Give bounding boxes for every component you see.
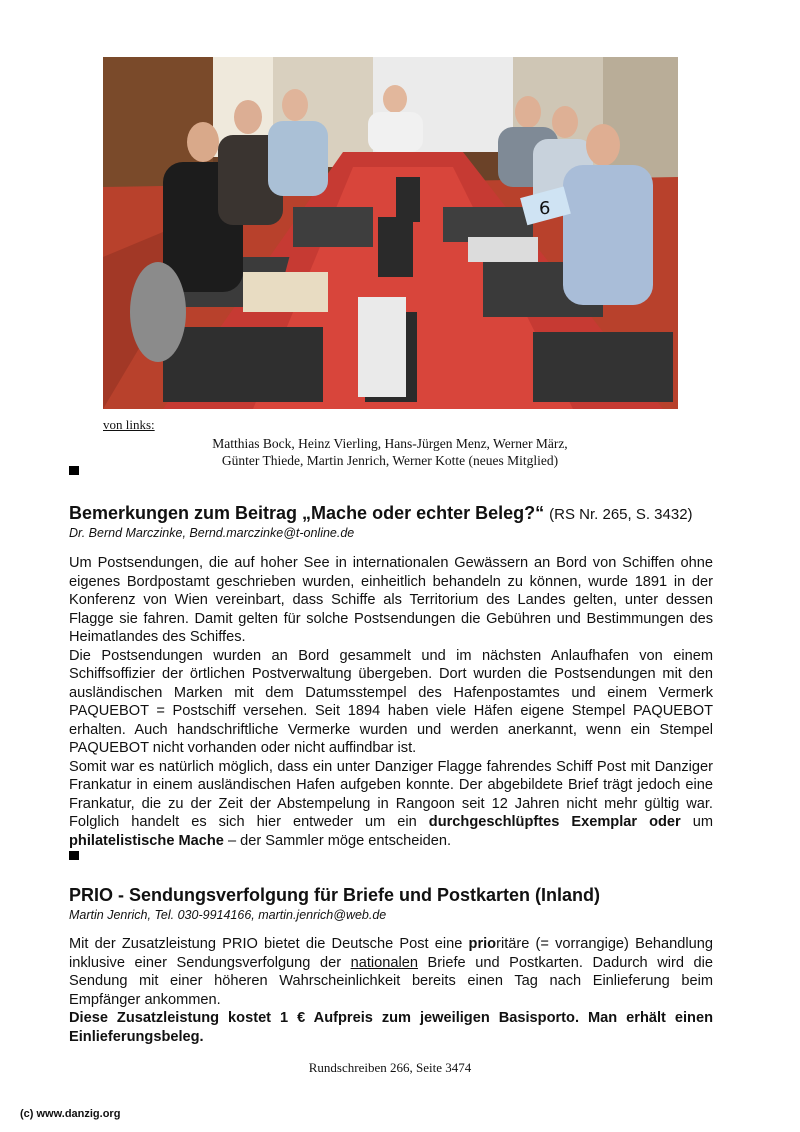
section-marker xyxy=(69,466,79,475)
article1-body xyxy=(69,554,713,850)
article1-paragraph-3-end: – der Sammler möge entscheiden. xyxy=(223,832,452,849)
section-marker xyxy=(69,851,79,860)
site-watermark: (c) www.danzig.org xyxy=(20,1108,121,1120)
article2-paragraph-2: Diese Zusatzleistung kostet 1 € Aufpreis zum jeweiligen Basisporto. Man erhält einen Einlieferungsbeleg. xyxy=(69,1010,713,1045)
article1-paragraph-2: Die Postsendungen wurden an Bord gesammelt und im nächsten Anlaufhafen von einem Schiffsoffizier der örtlichen Postverwaltung übergeben. Dort wurden die Postsendungen mit den ausländischen Marken mit dem Datumsstempel des Hafenpostamtes und einem Vermerk PAQUEBOT = Postschiff versehen. Seit 1894 haben viele Häfen eigene Stempel PAQUEBOT erhalten. Auch handschriftliche Vermerke wurden und werden anerkannt, wenn ein Stempel PAQUEBOT nicht vorhanden oder nicht auffindbar ist. xyxy=(69,647,713,756)
caption-names-line1: Matthias Bock, Heinz Vierling, Hans-Jürgen Menz, Werner März, xyxy=(212,436,568,451)
article1-byline: Dr. Bernd Marczinke, Bernd.marczinke@t-online.de xyxy=(69,526,355,540)
article1-paragraph-3 xyxy=(69,758,713,851)
article1-emphasis-exemplar: durchgeschlüpftes Exemplar oder xyxy=(428,814,681,830)
article2-byline: Martin Jenrich, Tel. 030-9914166, martin.jenrich@web.de xyxy=(69,908,387,922)
name-card-number: 6 xyxy=(539,198,551,219)
article2-title: PRIO - Sendungsverfolgung für Briefe und Postkarten (Inland) xyxy=(69,885,601,905)
article2-paragraph-1-middle: ritäre (= vorrangige) Behandlung inklusive einer Sendungsverfolgung der xyxy=(69,936,713,971)
article2-emphasis-prio: prio xyxy=(468,936,497,952)
article1-title-reference: (RS Nr. 265, S. 3432) xyxy=(549,506,693,523)
article1-emphasis-mache: philatelistische Mache xyxy=(69,832,224,849)
article1-title xyxy=(69,503,693,524)
caption-names-line2: Günter Thiede, Martin Jenrich, Werner Kotte (neues Mitglied) xyxy=(221,453,559,468)
article2-emphasis-nationalen: nationalen xyxy=(350,954,418,971)
article1-title-text: Bemerkungen zum Beitrag „Mache oder echter Beleg?“ xyxy=(69,503,545,523)
article2-paragraph-1-end: Briefe und Postkarten. Dadurch wird die Sendung mit einer höheren Wahrscheinlichkeit bereits einen Tag nach Einlieferung beim Empfänger ankommen. xyxy=(69,954,714,1008)
article2-body xyxy=(69,935,713,1046)
article1-paragraph-3-connector: um xyxy=(680,814,713,830)
article1-paragraph-1: Um Postsendungen, die auf hoher See in internationalen Gewässern an Bord von Schiffen ohne eigenes Bordpostamt geschrieben wurden, einheitlich behandeln zu können, wurde 1891 in der Konferenz von Wien vereinbart, dass Schiffe als Territorium des Landes gelten, unter dessen Flagge sie fahren. Damit gelten für solche Postsendungen die Gebühren und Bestimmungen des Heimatlandes des Schiffes. xyxy=(69,555,713,645)
article1-paragraph-3-text: Somit war es natürlich möglich, dass ein unter Danziger Flagge fahrendes Schiff Post mit Danziger Frankatur in einem ausländischen Hafen aufgeben konnte. Der abgebildete Brief trägt jedoch eine Frankatur, die zu der Zeit der Abstempelung in Rangoon seit 12 Jahren nicht mehr gültig war. Folglich handelt es sich hier entweder um ein xyxy=(69,758,713,830)
article2-paragraph-1-text: Mit der Zusatzleistung PRIO bietet die Deutsche Post eine xyxy=(69,936,469,952)
group-photo xyxy=(103,57,678,409)
article2-paragraph-1 xyxy=(69,935,713,1009)
page-footer: Rundschreiben 266, Seite 3474 xyxy=(308,1060,472,1075)
caption-lead: von links: xyxy=(103,417,155,432)
